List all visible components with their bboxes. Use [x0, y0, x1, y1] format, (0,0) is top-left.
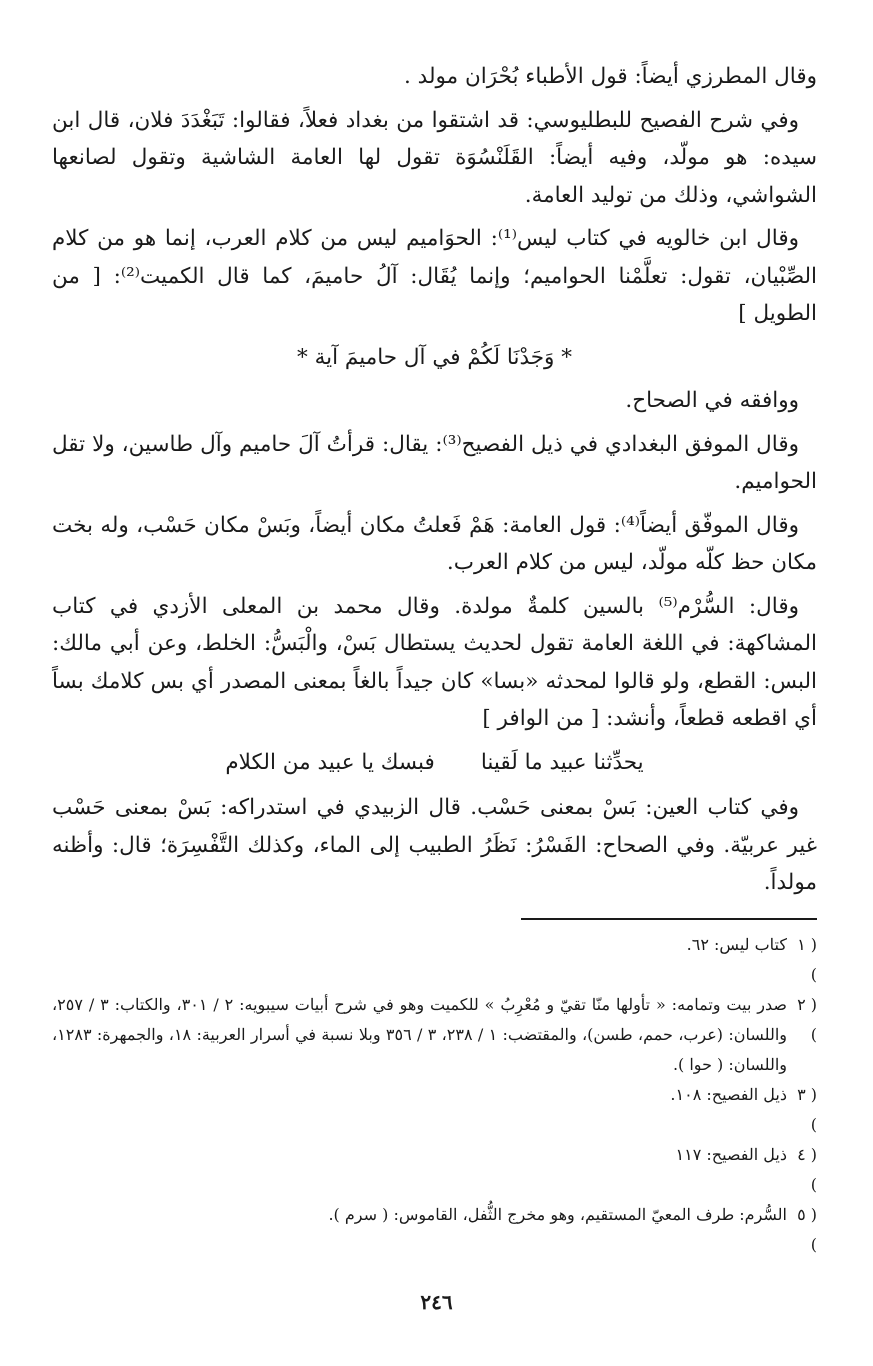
- paragraph: وقال ابن خالويه في كتاب ليس⁽¹⁾: الحوَاميم ليس من كلام العرب، إنما هو من كلام الصِّبْيان، تقول: تعلَّمْنا الحواميم؛ وإنما يُقَال: آلُ حاميمَ، كما قال الكميت⁽²⁾: [ من الطويل ]: [52, 226, 818, 326]
- paragraph: وفي كتاب العين: بَسْ بمعنى حَسْب. قال الزبيدي في استدراكه: بَسْ بمعنى حَسْب غير عربيّة. وفي الصحاح: الفَسْرُ: نَظَرُ الطبيب إلى الماء، وكذلك التَّفْسِرَة؛ قال: وأظنه مولداً.: [52, 795, 817, 895]
- footnote: [52, 990, 817, 1080]
- paragraph: وقال الموفّق أيضاً⁽⁴⁾: قول العامة: هَمْ فَعلتُ مكان أيضاً، وبَسْ مكان حَسْب، وله بخت مكان حظ كلّه مولّد، ليس من كلام العرب.: [52, 512, 817, 575]
- footnote-number: ( ٤ ): [797, 1144, 817, 1194]
- footnote-text: كتاب ليس: ٦٢.: [686, 934, 787, 954]
- footnote-number: ( ٥ ): [797, 1204, 817, 1254]
- verse-line: * وَجَدْنَا لَكُمْ في آل حاميمَ آية *: [297, 344, 572, 370]
- paragraph: ووافقه في الصحاح.: [625, 388, 799, 413]
- paragraph: وقال الموفق البغدادي في ذيل الفصيح⁽³⁾: يقال: قرأتُ آلَ حاميم وآل طاسين، ولا تقل الحواميم.: [52, 431, 817, 494]
- main-text: [52, 58, 817, 902]
- footnote-number: ( ٣ ): [797, 1084, 817, 1134]
- paragraph: وفي شرح الفصيح للبطليوسي: قد اشتقوا من بغداد فعلاً، فقالوا: تَبَغْدَدَ فلان، قال ابن سيده: هو مولّد، وفيه أيضاً: القَلَنْسُوَة تقول لها العامة الشاشية وتقول لصانعها الشواشي، وذلك من توليد العامة.: [52, 107, 817, 208]
- footnote-text: ذيل الفصيح: ١٠٨.: [670, 1084, 787, 1104]
- footnote: [52, 930, 817, 990]
- paragraph: وقال: السُّرْم⁽⁵⁾ بالسين كلمةٌ مولدة. وقال محمد بن المعلى الأزدي في كتاب المشاكهة: في اللغة العامة تقول لحديث يستطال بَسْ، والْبَسُّ: الخلط، وعن أبي مالك: البس: القطع، ولو قالوا لمحدثه «بسا» كان جيداً بالغاً بمعنى المصدر أي بس كلامك بساً أي اقطعه قطعاً، وأنشد: [ من الوافر ]: [52, 593, 817, 731]
- footnote-text: السُّرم: طرف المعيّ المستقيم، وهو مخرج الثُّفل، القاموس: ( سرم ).: [328, 1204, 787, 1224]
- footnote-number: ( ١ ): [797, 934, 817, 984]
- footnote: [52, 1200, 817, 1260]
- verse-couplet: [52, 744, 817, 782]
- footnote-text: ذيل الفصيح: ١١٧: [675, 1144, 787, 1164]
- footnote-separator: [521, 918, 817, 920]
- footnote-number: ( ٢ ): [797, 994, 817, 1044]
- footnote: [52, 1080, 817, 1140]
- footnote: [52, 1140, 817, 1200]
- verse-second-hemistich: فبسك يا عبيد من الكلام: [225, 749, 435, 775]
- footnote-text: صدر بيت وتمامه: « تأولها منّا تقيّ و مُعْرِبُ » للكميت وهو في شرح أبيات سيبويه: ٢ / ٣٠١، والكتاب: ٣ / ٢٥٧، واللسان: (عرب، حمم، طسن)، والمقتضب: ١ / ٢٣٨، ٣ / ٣٥٦ وبلا نسبة في أسرار العربية: ١٨، والجمهرة: ١٢٨٣، واللسان: ( حوا ).: [52, 994, 788, 1074]
- page-number: ٢٤٦: [420, 1290, 453, 1314]
- paragraph: وقال المطرزي أيضاً: قول الأطباء بُحْرَان مولد .: [403, 64, 817, 89]
- verse-first-hemistich: يحدِّثنا عبيد ما لَقينا: [480, 749, 644, 775]
- footnotes: [52, 930, 817, 1260]
